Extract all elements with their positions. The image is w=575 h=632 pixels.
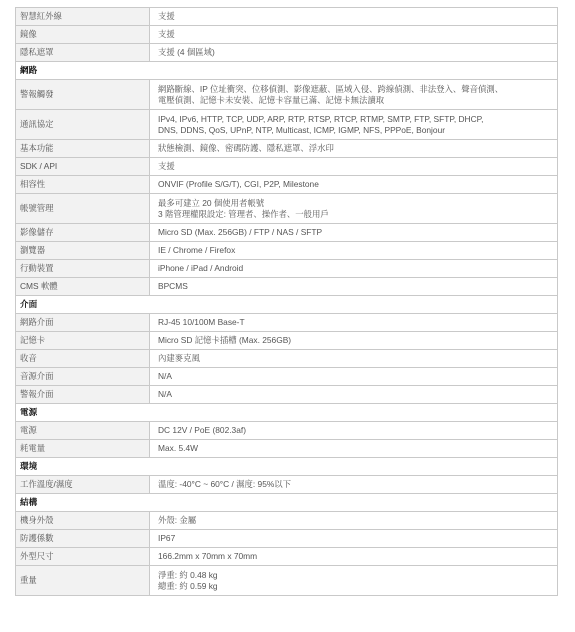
section-title: 網路: [16, 62, 558, 80]
spec-label: CMS 軟體: [16, 278, 150, 296]
spec-label: 相容性: [16, 176, 150, 194]
section-header-row: [16, 296, 558, 314]
spec-value: [150, 80, 558, 110]
spec-label: SDK / API: [16, 158, 150, 176]
spec-row: [16, 224, 558, 242]
spec-label: 帳號管理: [16, 194, 150, 224]
spec-label: 警報介面: [16, 386, 150, 404]
spec-value-line: DNS, DDNS, QoS, UPnP, NTP, Multicast, ICMP, IGMP, NFS, PPPoE, Bonjour: [158, 124, 446, 135]
spec-value: [150, 278, 558, 296]
spec-value-line: ONVIF (Profile S/G/T), CGI, P2P, Milestone: [158, 179, 319, 190]
spec-value: [150, 548, 558, 566]
spec-row: [16, 440, 558, 458]
spec-value-line: IE / Chrome / Firefox: [158, 245, 236, 256]
spec-value: [150, 332, 558, 350]
spec-value: [150, 242, 558, 260]
spec-row: [16, 350, 558, 368]
spec-row: [16, 314, 558, 332]
spec-value: [150, 530, 558, 548]
spec-value: [150, 386, 558, 404]
spec-label: 音源介面: [16, 368, 150, 386]
spec-value-line: 支援: [158, 11, 175, 22]
spec-value: [150, 566, 558, 596]
spec-table: [15, 7, 558, 596]
spec-row: [16, 158, 558, 176]
spec-value-line: N/A: [158, 389, 172, 400]
spec-table-body: [16, 8, 558, 596]
spec-value-line: 166.2mm x 70mm x 70mm: [158, 551, 258, 562]
spec-value-line: 溫度: -40°C ~ 60°C / 濕度: 95%以下: [158, 479, 292, 490]
spec-value: [150, 224, 558, 242]
spec-row: [16, 140, 558, 158]
spec-value-line: N/A: [158, 371, 172, 382]
spec-value: [150, 176, 558, 194]
spec-value-line: IPv4, IPv6, HTTP, TCP, UDP, ARP, RTP, RTSP, RTCP, RTMP, SMTP, FTP, SFTP, DHCP,: [158, 114, 484, 124]
spec-label: 重量: [16, 566, 150, 596]
spec-value-line: DC 12V / PoE (802.3af): [158, 425, 246, 436]
section-title: 結構: [16, 494, 558, 512]
spec-value-line: 狀態檢測、鏡像、密碼防護、隱私遮罩、浮水印: [158, 143, 334, 154]
spec-value-line: 支援 (4 個區域): [158, 47, 215, 58]
spec-value-line: 最多可建立 20 個使用者帳號: [158, 198, 265, 208]
spec-row: [16, 422, 558, 440]
section-title: 環境: [16, 458, 558, 476]
spec-row: [16, 176, 558, 194]
spec-label: 耗電量: [16, 440, 150, 458]
spec-value: [150, 260, 558, 278]
spec-value: [150, 476, 558, 494]
spec-value: [150, 158, 558, 176]
spec-row: [16, 332, 558, 350]
spec-row: [16, 194, 558, 224]
spec-row: [16, 386, 558, 404]
spec-value: [150, 350, 558, 368]
section-header-row: [16, 404, 558, 422]
section-title: 電源: [16, 404, 558, 422]
spec-row: [16, 548, 558, 566]
spec-value: [150, 422, 558, 440]
spec-value-line: IP67: [158, 533, 176, 544]
spec-row: [16, 566, 558, 596]
spec-value: [150, 8, 558, 26]
spec-value-line: 支援: [158, 29, 175, 40]
spec-value: [150, 512, 558, 530]
spec-value-line: iPhone / iPad / Android: [158, 263, 244, 274]
spec-label: 工作溫度/濕度: [16, 476, 150, 494]
spec-label: 防護係數: [16, 530, 150, 548]
section-title: 介面: [16, 296, 558, 314]
spec-row: [16, 530, 558, 548]
spec-value-line: 3 階管理權限設定: 管理者、操作者、一般用戶: [158, 208, 329, 219]
spec-label: 智慧紅外線: [16, 8, 150, 26]
spec-row: [16, 110, 558, 140]
spec-value-line: Micro SD 記憶卡插槽 (Max. 256GB): [158, 335, 292, 346]
spec-label: 鏡像: [16, 26, 150, 44]
spec-row: [16, 242, 558, 260]
spec-label: 機身外殼: [16, 512, 150, 530]
spec-value-line: BPCMS: [158, 281, 188, 292]
spec-label: 瀏覽器: [16, 242, 150, 260]
spec-value-line: 網路斷線、IP 位址衝突、位移偵測、影像遮蔽、區域入侵、跨線偵測、非法登入、聲音偵測、: [158, 84, 504, 94]
spec-label: 基本功能: [16, 140, 150, 158]
spec-row: [16, 278, 558, 296]
spec-value-line: 淨重: 約 0.48 kg: [158, 570, 218, 580]
spec-row: [16, 44, 558, 62]
spec-label: 影像儲存: [16, 224, 150, 242]
spec-value-line: 內建麥克風: [158, 353, 200, 364]
section-header-row: [16, 494, 558, 512]
spec-label: 電源: [16, 422, 150, 440]
spec-value-line: Max. 5.4W: [158, 443, 199, 454]
spec-row: [16, 476, 558, 494]
spec-value: [150, 440, 558, 458]
spec-row: [16, 8, 558, 26]
spec-value: [150, 44, 558, 62]
spec-label: 網路介面: [16, 314, 150, 332]
spec-label: 隱私遮罩: [16, 44, 150, 62]
spec-label: 外型尺寸: [16, 548, 150, 566]
section-header-row: [16, 458, 558, 476]
spec-value: [150, 140, 558, 158]
spec-value: [150, 26, 558, 44]
spec-value: [150, 368, 558, 386]
spec-value: [150, 110, 558, 140]
spec-value-line: 外殼: 金屬: [158, 515, 197, 526]
spec-value: [150, 194, 558, 224]
spec-value-line: RJ-45 10/100M Base-T: [158, 317, 245, 328]
spec-row: [16, 512, 558, 530]
spec-value-line: 支援: [158, 161, 175, 172]
spec-value-line: Micro SD (Max. 256GB) / FTP / NAS / SFTP: [158, 227, 323, 238]
spec-label: 警報觸發: [16, 80, 150, 110]
spec-row: [16, 368, 558, 386]
section-header-row: [16, 62, 558, 80]
spec-label: 通訊協定: [16, 110, 150, 140]
spec-label: 收音: [16, 350, 150, 368]
spec-row: [16, 80, 558, 110]
spec-value-line: 總重: 約 0.59 kg: [158, 580, 218, 591]
spec-value-line: 電壓偵測、記憶卡未安裝、記憶卡容量已滿、記憶卡無法讀取: [158, 94, 385, 105]
spec-row: [16, 260, 558, 278]
spec-row: [16, 26, 558, 44]
spec-label: 記憶卡: [16, 332, 150, 350]
spec-value: [150, 314, 558, 332]
spec-label: 行動裝置: [16, 260, 150, 278]
